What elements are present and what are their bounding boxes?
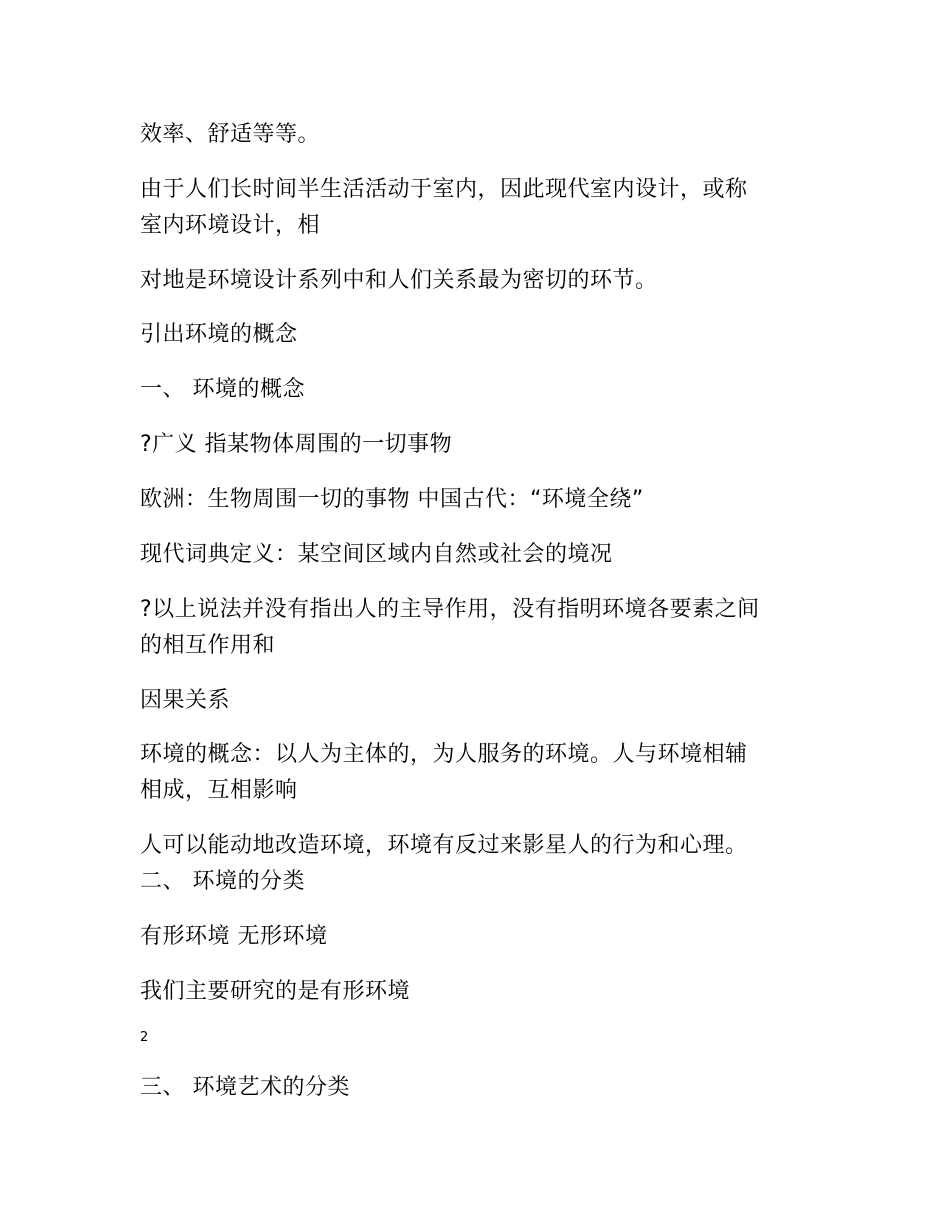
text-line: 有形环境 无形环境 (140, 924, 328, 949)
text-line: ?广义 指某物体周围的一切事物 (140, 432, 453, 457)
text-line: 现代词典定义：某空间区域内自然或社会的境况 (140, 542, 613, 567)
text-line: 欧洲：生物周围一切的事物 中国古代：“环境全绕” (140, 487, 644, 512)
section-heading: 二、 环境的分类 (140, 869, 305, 894)
text-line: 环境的概念：以人为主体的，为人服务的环境。人与环境相辅 (140, 742, 748, 767)
text-line: 人可以能动地改造环境，环境有反过来影星人的行为和心理。 (140, 833, 748, 858)
text-line: 的相互作用和 (140, 633, 276, 658)
text-line: ?以上说法并没有指出人的主导作用，没有指明环境各要素之间 (140, 597, 760, 622)
page-number: 2 (140, 1030, 149, 1045)
section-heading: 一、 环境的概念 (140, 377, 305, 402)
text-line: 相成，互相影响 (140, 778, 298, 803)
section-heading: 三、 环境艺术的分类 (140, 1075, 350, 1100)
text-line: 我们主要研究的是有形环境 (140, 979, 411, 1004)
text-line: 因果关系 (140, 688, 231, 713)
text-line: 由于人们长时间半生活活动于室内，因此现代室内设计，或称 (140, 177, 748, 202)
section-heading: 引出环境的概念 (140, 322, 298, 347)
text-line: 室内环境设计，相 (140, 213, 321, 238)
text-line: 效率、舒适等等。 (140, 122, 321, 147)
text-line: 对地是环境设计系列中和人们关系最为密切的环节。 (140, 268, 658, 293)
